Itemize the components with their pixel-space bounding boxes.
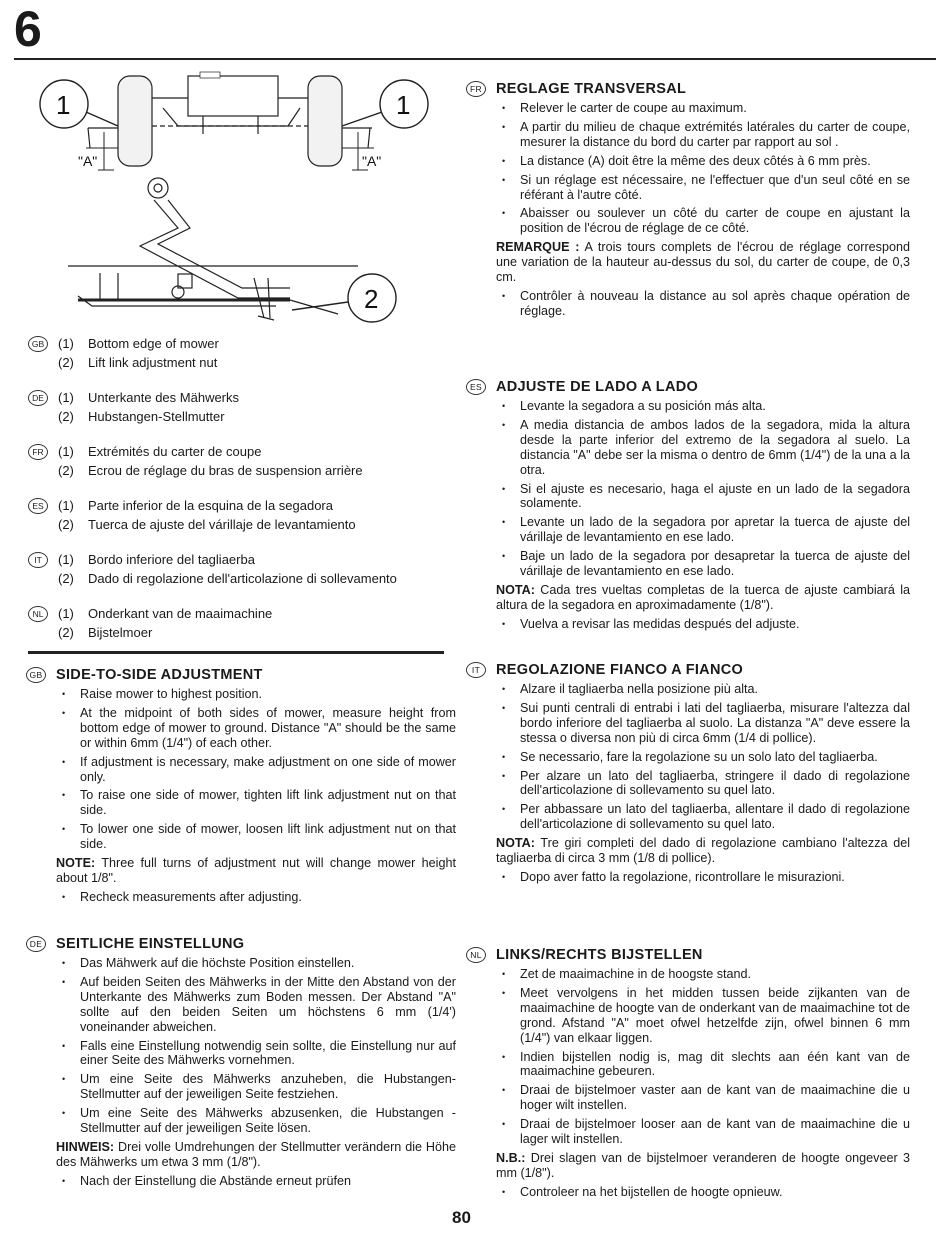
section-es [470,378,911,636]
instruction-item: • Baje un lado de la segadora por desapretar la tuerca de ajuste del várillaje de levantamiento en ese lado. [496,549,910,579]
legend-text: Parte inferior de la esquina de la segadora [88,498,333,513]
instruction-item: • Levante un lado de la segadora por apretar la tuerca de ajuste del várillaje de levantamiento en ese lado. [496,515,910,545]
legend-num: (1) [58,444,74,459]
instruction-item: • Alzare il tagliaerba nella posizione più alta. [496,682,910,697]
note-label: NOTA: [496,836,535,851]
legend-num: (2) [58,409,74,424]
instruction-item: • Um eine Seite des Mähwerks anzuheben, die Hubstangen-Stellmutter auf der jeweiligen Seite festziehen. [56,1072,456,1102]
legend-text: Hubstangen-Stellmutter [88,409,225,424]
legend-de [28,388,438,426]
note-text: Three full turns of adjustment nut will change mower height about 1/8". [56,856,456,885]
dimension-a-right-label: "A" [362,153,382,169]
section-title-text: SEITLICHE EINSTELLUNG [56,936,245,952]
legend-text: Lift link adjustment nut [88,355,218,370]
instruction-item: • Abaisser ou soulever un côté du carter de coupe en ajustant la position de l'écrou de réglage de ce côté. [496,206,910,236]
lift-link-side-view [68,178,358,320]
legend-num: (1) [58,606,74,621]
note-label: N.B.: [496,1150,526,1165]
section-title-text: REGLAGE TRANSVERSAL [496,81,687,97]
dimension-a-left-label: "A" [78,153,98,169]
section-title-text: SIDE-TO-SIDE ADJUSTMENT [56,667,263,683]
callout-1-right-label: 1 [396,90,411,120]
legend-text: Dado di regolazione dell'articolazione di sollevamento [88,571,397,586]
instruction-item: • Das Mähwerk auf die höchste Position einstellen. [56,956,456,971]
lang-badge-nl: NL [28,606,48,622]
instruction-item: • At the midpoint of both sides of mower, measure height from bottom edge of mower to ground. Distance "A" should be the same or within 6mm (1/4") of each other. [56,706,456,751]
legend-num: (2) [58,463,74,478]
section-it [471,661,910,889]
instruction-item: • Meet vervolgens in het midden tussen beide zijkanten van de maaimachine de hoogte van de onderkant van de maaimachine tot de grond. Afstand "A" moet ofwel hetzelfde zijn, ofwel binnen 6 mm (1/4") van elkaar liggen. [496,986,910,1046]
note-text: Drei slagen van de bijstelmoer veranderen de hoogte ongeveer 3 mm (1/8"). [496,1150,911,1180]
callout-1-left-label: 1 [56,90,71,120]
instruction-item: • Recheck measurements after adjusting. [56,890,456,905]
legend-text: Onderkant van de maaimachine [88,606,273,621]
legend-num: (1) [58,552,74,567]
instruction-item: • Draai de bijstelmoer looser aan de kant van de maaimachine die u lager wilt instellen. [496,1117,910,1147]
page-number: 80 [452,1208,471,1227]
instruction-item: • Auf beiden Seiten des Mähwerks in der Mitte den Abstand von der Unterkante des Mähwerks zum Boden messen. Der Abstand "A" sollte auf den beiden Seiten um höchstens 6 mm (1/4') voneinander abweichen. [56,975,456,1035]
legend-num: (1) [58,390,74,405]
instruction-item: • Contrôler à nouveau la distance au sol après chaque opération de réglage. [496,289,910,319]
callout-2-label: 2 [364,284,379,314]
header-rule [14,58,936,60]
instruction-item: • A partir du milieu de chaque extrémités latérales du carter de coupe, mesurer la distance du bord du carter par rapport au sol . [496,120,910,150]
instruction-item: • La distance (A) doit être la même des deux côtés à 6 mm près. [496,154,910,169]
legend-gb [28,334,438,372]
section-fr [470,80,910,323]
instruction-item: • Per abbassare un lato del tagliaerba, allentare il dado di regolazione dell'articolazione di sollevamento su quel lato. [496,802,910,832]
section-title-text: ADJUSTE DE LADO A LADO [496,379,699,395]
instruction-item: • Controleer na het bijstellen de hoogte opnieuw. [496,1185,910,1200]
legend-num: (1) [58,498,74,513]
legend-num: (1) [58,336,74,351]
instruction-item: • Raise mower to highest position. [56,687,456,702]
legend-text: Bottom edge of mower [88,336,219,351]
note-label: REMARQUE : [496,240,580,255]
note [56,1140,456,1170]
mower-diagram [28,68,468,333]
lang-badge-fr: FR [466,81,486,97]
legend-es [28,496,438,534]
instruction-item: • Vuelva a revisar las medidas después del adjuste. [496,617,910,632]
lang-badge-nl: NL [466,947,486,963]
note [56,856,456,886]
callout-1-left [40,80,118,128]
instruction-item: • Falls eine Einstellung notwendig sein sollte, die Einstellung nur auf einer Seite des Mähwerks vornehmen. [56,1039,456,1069]
note-text: Tre giri completi del dado di regolazione cambiano l'altezza del tagliaerba di circa 3 mm (1/8 di pollice). [496,836,910,866]
instruction-item: • Draai de bijstelmoer vaster aan de kant van de maaimachine die u hoger wilt instellen. [496,1083,910,1113]
mower-front-view [86,72,374,166]
note [496,1151,910,1181]
note [496,583,910,613]
note-label: NOTA: [496,582,535,597]
lang-badge-it: IT [28,552,48,568]
section-title [29,935,456,953]
lang-badge-gb: GB [28,336,48,352]
legend-it [28,550,438,588]
lang-badge-es: ES [466,379,486,395]
instruction-item: • Se necessario, fare la regolazione su un solo lato del tagliaerba. [496,750,910,765]
section-title-text: REGOLAZIONE FIANCO A FIANCO [496,662,744,678]
chapter-number: 6 [14,1,42,57]
legend-text: Tuerca de ajuste del várillaje de levantamiento [88,517,356,532]
note-text: A trois tours complets de l'écrou de réglage correspond une variation de la hauteur au-dessus du sol, du carter de coupe, de 0,3 cm. [496,240,910,285]
dimension-a-left [98,132,114,170]
lang-badge-de: DE [28,390,48,406]
section-title [470,946,910,964]
legend-num: (2) [58,625,74,640]
instruction-item: • Relever le carter de coupe au maximum. [496,101,910,116]
section-nl [470,946,911,1204]
instruction-item: • Dopo aver fatto la regolazione, ricontrollare le misurazioni. [496,870,910,885]
instruction-item: • A media distancia de ambos lados de la segadora, mida la altura desde la parte inferior del extremo de la segadora al suelo. La distancia "A" debe ser la misma o dentro de 6mm (1/4") de la una a la otra. [496,418,910,478]
instruction-item: • Zet de maaimachine in de hoogste stand. [496,967,910,982]
note [496,240,910,285]
instruction-item: • To raise one side of mower, tighten lift link adjustment nut on that side. [56,788,456,818]
lang-badge-de: DE [26,936,46,952]
instruction-item: • Nach der Einstellung die Abstände erneut prüfen [56,1174,456,1189]
instruction-item: • Sui punti centrali di entrabi i lati del tagliaerba, misurare l'altezza dal bordo inferiore del tagliaerba al suolo. La distanza "A" deve essere la stessa o diversa non più di circa 6mm (1/4 di pollice). [496,701,910,746]
instruction-item: • Um eine Seite des Mähwerks abzusenken, die Hubstangen -Stellmutter auf der jeweiligen Seite lösen. [56,1106,456,1136]
instruction-item: • Indien bijstellen nodig is, mag dit slechts aan één kant van de maaimachine gebeuren. [496,1050,910,1080]
legend-text: Bordo inferiore del tagliaerba [88,552,255,567]
instruction-item: • Si un réglage est nécessaire, ne l'effectuer que d'un seul côté en se référant à l'autre côté. [496,173,910,203]
instruction-item: • If adjustment is necessary, make adjustment on one side of mower only. [56,755,456,785]
section-gb [29,666,456,909]
section-title [470,378,910,396]
legend-nl [28,604,438,642]
lang-badge-es: ES [28,498,48,514]
legend-text: Bijstelmoer [88,625,153,640]
legend-text: Ecrou de réglage du bras de suspension arrière [88,463,363,478]
section-title-text: LINKS/RECHTS BIJSTELLEN [496,947,703,963]
instruction-item: • Si el ajuste es necesario, haga el ajuste en un lado de la segadora solamente. [496,482,910,512]
section-de [29,935,456,1193]
note [496,836,910,866]
lang-badge-gb: GB [26,667,46,683]
section-title [29,666,456,684]
legend-num: (2) [58,571,74,586]
section-title [470,80,910,98]
legend [28,334,438,658]
instruction-item: • Levante la segadora a su posición más alta. [496,399,910,414]
note-text: Drei volle Umdrehungen der Stellmutter verändern die Höhe des Mähwerks um etwa 3 mm (1/8"). [56,1139,456,1169]
callout-2 [292,274,396,322]
note-label: NOTE: [56,856,96,871]
section-divider [28,651,444,654]
instruction-item: • To lower one side of mower, loosen lift link adjustment nut on that side. [56,822,456,852]
legend-num: (2) [58,517,74,532]
note-label: HINWEIS: [56,1139,115,1154]
instruction-item: • Per alzare un lato del tagliaerba, stringere il dado di regolazione dell'articolazione di sollevamento su quel lato. [496,769,910,799]
lang-badge-fr: FR [28,444,48,460]
lang-badge-it: IT [466,662,486,678]
legend-num: (2) [58,355,74,370]
legend-fr [28,442,438,480]
legend-text: Extrémités du carter de coupe [88,444,262,459]
section-title [471,661,910,679]
note-text: Cada tres vueltas completas de la tuerca de ajuste cambiará la altura de la segadora en aproximadamente (1/8"). [496,582,911,612]
legend-text: Unterkante des Mähwerks [88,390,240,405]
callout-1-right [342,80,428,128]
